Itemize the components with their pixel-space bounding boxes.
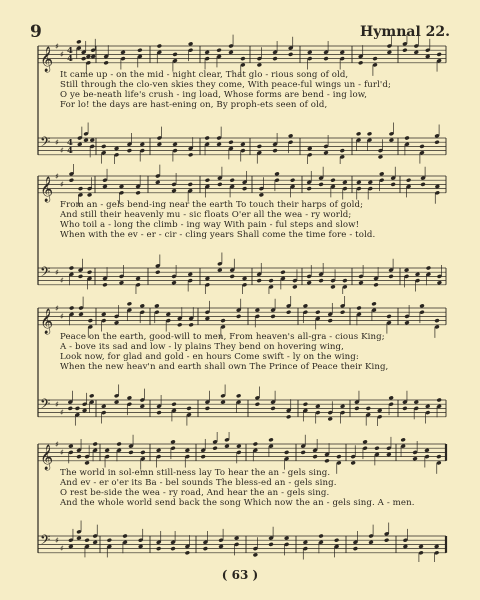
notehead	[312, 454, 317, 459]
notehead	[185, 550, 190, 555]
notehead	[318, 534, 323, 539]
note-chord	[253, 442, 258, 462]
notehead	[386, 452, 391, 457]
notehead	[436, 454, 441, 459]
note-chord	[185, 448, 190, 468]
notehead	[212, 446, 217, 451]
sharp-icon: ♯	[60, 312, 64, 321]
notehead	[234, 536, 239, 541]
notehead	[412, 456, 417, 461]
notehead	[424, 448, 429, 453]
note-chord	[234, 536, 239, 556]
lyric-verses	[60, 468, 455, 508]
notehead	[334, 538, 339, 543]
hymnal-title: Hymnal 22.	[360, 24, 450, 40]
lyric-line-verse-3: O rest be-side the wea - ry road, And hear the an - gels sing.	[60, 488, 330, 498]
note-chord	[353, 531, 358, 551]
notehead	[253, 442, 258, 447]
notehead	[107, 538, 112, 543]
notehead	[362, 440, 367, 445]
note-chord	[170, 440, 175, 460]
treble-clef-icon: 𝄞	[40, 176, 54, 202]
note-chord	[268, 527, 273, 547]
notehead	[170, 546, 175, 551]
notehead	[122, 534, 127, 539]
note-chord	[324, 443, 329, 463]
sharp-icon: ♯	[55, 138, 59, 147]
sharp-icon: ♯	[55, 42, 59, 51]
notehead	[303, 540, 308, 545]
sharp-icon: ♯	[55, 536, 59, 545]
notehead	[84, 461, 89, 466]
note-chord	[104, 448, 109, 468]
note-chord	[284, 450, 289, 470]
bass-staff	[38, 520, 446, 562]
lyric-line-verse-2: And ev - er o'er its Ba - bel sounds The bless-ed an - gels sing.	[60, 478, 337, 488]
lyric-line-verse-2: Still through the clo-ven skies they come, With peace-ful wings un - furl'd;	[60, 80, 391, 90]
sharp-icon: ♯	[60, 50, 64, 59]
note-chord	[318, 534, 323, 554]
note-chord	[334, 538, 339, 558]
notehead	[138, 544, 143, 549]
notehead	[374, 446, 379, 451]
note-chord	[76, 520, 81, 540]
lyric-line-verse-2: And still their heavenly mu - sic floats O'er all the wea - ry world;	[60, 210, 352, 220]
note-chord	[403, 529, 408, 549]
treble-clef-icon: 𝄞	[40, 46, 54, 72]
notehead	[76, 454, 81, 459]
notehead	[403, 544, 408, 549]
time-signature: 4	[67, 46, 73, 56]
notehead	[268, 437, 273, 442]
page-folio: ( 63 )	[221, 568, 259, 582]
bass-clef-icon: 𝄢	[40, 396, 51, 415]
time-signature: 4	[67, 146, 73, 156]
note-chord	[140, 450, 145, 470]
note-chord	[374, 446, 379, 466]
lyric-line-verse-1: Peace on the earth, good-will to men, From heaven's all-gra - cious King;	[60, 332, 385, 342]
note-chord	[268, 437, 273, 457]
note-chord	[400, 437, 405, 457]
notehead	[434, 544, 439, 549]
lyric-line-verse-1: From an - gels bend-ing near the earth To touch their harps of gold;	[60, 200, 364, 210]
notehead	[92, 540, 97, 545]
notehead	[300, 450, 305, 455]
bass-clef-icon: 𝄢	[40, 264, 51, 283]
lyric-line-verse-4: For lo! the days are hast-ening on, By proph-ets seen of old,	[60, 100, 328, 110]
notehead	[156, 546, 161, 551]
note-chord	[68, 444, 73, 464]
notehead	[170, 440, 175, 445]
note-chord	[362, 440, 367, 460]
note-chord	[386, 437, 391, 457]
notehead	[384, 538, 389, 543]
notehead	[353, 546, 358, 551]
notehead	[400, 437, 405, 442]
notehead	[200, 454, 205, 459]
note-chord	[122, 534, 127, 554]
note-chord	[312, 439, 317, 459]
note-chord	[170, 531, 175, 551]
note-chord	[368, 525, 373, 545]
notehead	[236, 444, 241, 449]
treble-clef-icon: 𝄞	[40, 444, 54, 470]
sharp-icon: ♯	[55, 400, 59, 409]
note-chord	[300, 435, 305, 455]
note-chord	[156, 448, 161, 468]
note-chord	[284, 536, 289, 556]
bass-clef-icon: 𝄢	[40, 134, 51, 153]
lyric-line-verse-3: Look now, for glad and gold - en hours Come swift - ly on the wing:	[60, 352, 359, 362]
notehead	[128, 450, 133, 455]
notehead	[92, 442, 97, 447]
notehead	[140, 450, 145, 455]
time-signature: 4	[67, 138, 73, 148]
sharp-icon: ♯	[60, 146, 64, 155]
notehead	[253, 553, 258, 558]
notehead	[104, 448, 109, 453]
note-chord	[116, 442, 121, 462]
note-chord	[203, 531, 208, 551]
note-chord	[424, 448, 429, 468]
note-chord	[236, 444, 241, 464]
sharp-icon: ♯	[60, 448, 64, 457]
sharp-icon: ♯	[60, 408, 64, 417]
note-chord	[384, 523, 389, 543]
sharp-icon: ♯	[55, 172, 59, 181]
note-chord	[218, 529, 223, 549]
note-chord	[128, 435, 133, 455]
note-chord	[138, 529, 143, 549]
notehead	[218, 544, 223, 549]
note-chord	[76, 439, 81, 459]
notehead	[224, 444, 229, 449]
notehead	[284, 536, 289, 541]
notehead	[324, 458, 329, 463]
notehead	[350, 461, 355, 466]
note-chord	[185, 535, 190, 555]
note-chord	[434, 544, 439, 562]
lyric-line-verse-3: Who toil a - long the climb - ing way With pain - ful steps and slow!	[60, 220, 360, 230]
lyric-line-verse-4: When with the ev - er - cir - cling years Shall come the time fore - told.	[60, 230, 376, 240]
note-chord	[156, 531, 161, 551]
notehead	[68, 544, 73, 549]
notehead	[268, 542, 273, 547]
note-chord	[84, 538, 89, 558]
notehead	[368, 540, 373, 545]
sharp-icon: ♯	[55, 268, 59, 277]
lyric-line-verse-3: O ye be-neath life's crush - ing load, Whose forms are bend - ing low,	[60, 90, 368, 100]
lyric-line-verse-1: It came up - on the mid - night clear, That glo - rious song of old,	[60, 70, 349, 80]
note-chord	[92, 442, 97, 462]
lyric-line-verse-4: And the whole world send back the song Which now the an - gels sing. A - men.	[60, 498, 415, 508]
sharp-icon: ♯	[60, 276, 64, 285]
notehead	[336, 454, 341, 459]
sharp-icon: ♯	[60, 180, 64, 189]
sharp-icon: ♯	[60, 544, 64, 553]
notehead	[185, 448, 190, 453]
note-chord	[212, 432, 217, 451]
lyric-line-verse-2: A - bove its sad and low - ly plains They bend on hovering wing,	[60, 342, 344, 352]
notehead	[76, 536, 81, 541]
lyric-line-verse-4: When the new heav'n and earth shall own The Prince of Peace their King,	[60, 362, 389, 372]
note-chord	[107, 538, 112, 558]
note-chord	[303, 540, 308, 560]
note-chord	[224, 432, 229, 448]
page-number: 9	[30, 22, 42, 42]
treble-clef-icon: 𝄞	[40, 308, 54, 334]
notehead	[203, 546, 208, 551]
notehead	[68, 444, 73, 449]
sharp-icon: ♯	[55, 440, 59, 449]
note-chord	[418, 544, 423, 562]
time-signature: 4	[67, 54, 73, 64]
notehead	[418, 544, 423, 549]
lyric-line-verse-1: The world in sol-emn still-ness lay To hear the an - gels sing.	[60, 468, 331, 478]
notehead	[116, 442, 121, 447]
note-chord	[200, 439, 205, 459]
notehead	[156, 448, 161, 453]
notehead	[284, 450, 289, 455]
note-chord	[92, 525, 97, 545]
sharp-icon: ♯	[55, 304, 59, 313]
notehead	[84, 538, 89, 543]
note-chord	[68, 529, 73, 549]
bass-clef-icon: 𝄢	[40, 532, 51, 551]
